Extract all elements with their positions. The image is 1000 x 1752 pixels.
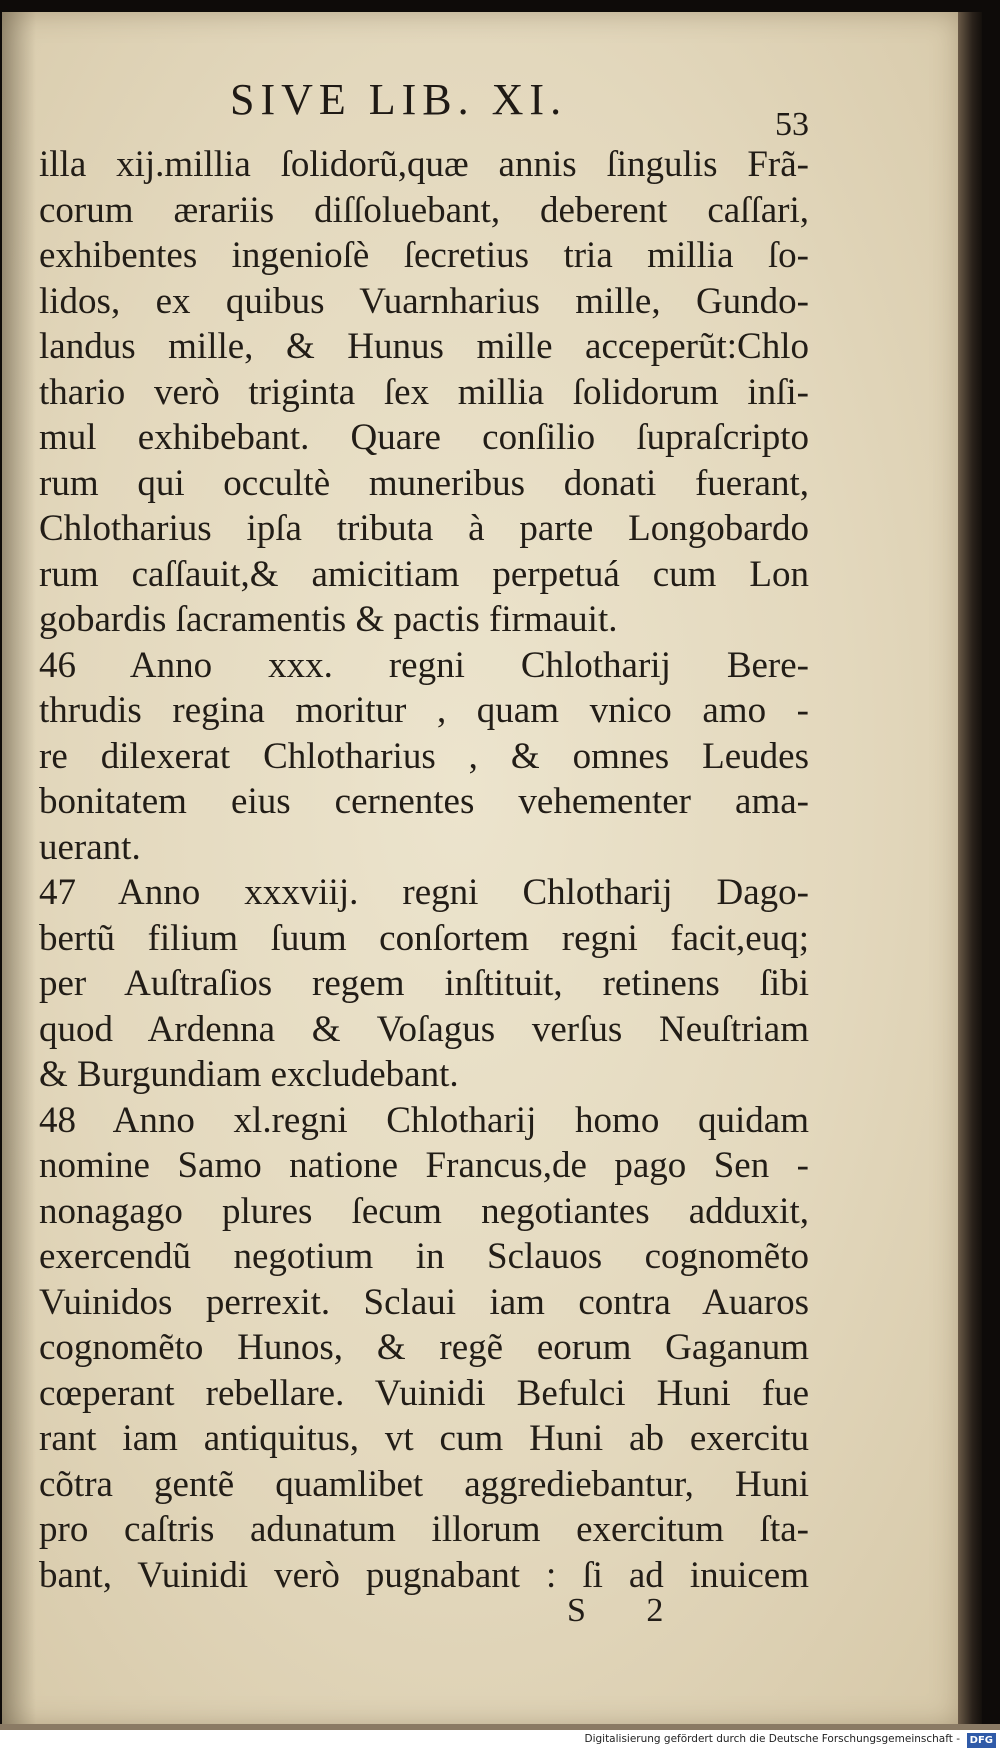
text-line: rum caſſauit,& amicitiam perpetuá cum Lon <box>39 553 809 595</box>
body-text <box>39 142 809 1598</box>
signature-mark: S 2 <box>567 1592 690 1629</box>
funding-credit: Digitalisierung gefördert durch die Deutsche Forschungsgemeinschaft - <box>584 1733 960 1745</box>
text-line: bant, Vuinidi verò pugnabant : ſi ad inuicem <box>39 1554 809 1596</box>
text-line: Vuinidos perrexit. Sclaui iam contra Auaros <box>39 1281 809 1323</box>
text-line: 48 Anno xl.regni Chlotharij homo quidam <box>39 1099 809 1141</box>
text-line: thrudis regina moritur , quam vnico amo - <box>39 690 809 731</box>
text-line: nomine Samo natione Francus,de pago Sen - <box>39 1145 809 1186</box>
book-page <box>2 12 960 1727</box>
text-line: bertũ filium ſuum conſortem regni facit,euq; <box>39 917 809 959</box>
text-line: illa xij.millia ſolidorũ,quæ annis ſingulis Frã- <box>39 144 809 185</box>
text-line: re dilexerat Chlotharius , & omnes Leudes <box>39 735 809 777</box>
text-line: 46 Anno xxx. regni Chlotharij Bere- <box>39 644 809 686</box>
text-line: landus mille, & Hunus mille acceperũt:Chlo <box>39 326 809 367</box>
text-line: cœperant rebellare. Vuinidi Befulci Huni fue <box>39 1372 809 1414</box>
text-line: exhibentes ingenioſè ſecretius tria millia ſo- <box>39 235 809 276</box>
running-title: SIVE LIB. XI. <box>230 75 568 124</box>
text-line: quod Ardenna & Voſagus verſus Neuſtriam <box>39 1008 809 1050</box>
text-line: uerant. <box>39 826 141 868</box>
text-line: mul exhibebant. Quare conſilio ſupraſcripto <box>39 417 809 458</box>
text-line: pro caſtris adunatum illorum exercitum ſta- <box>39 1509 809 1550</box>
text-line: nonagago plures ſecum negotiantes adduxit, <box>39 1190 809 1232</box>
text-line: cõtra gentẽ quamlibet aggrediebantur, Huni <box>39 1463 809 1505</box>
text-line: 47 Anno xxxviij. regni Chlotharij Dago- <box>39 872 809 913</box>
text-line: Chlotharius ipſa tributa à parte Longobardo <box>39 508 809 549</box>
page-edge <box>958 12 982 1727</box>
text-line: corum ærariis diſſoluebant, deberent caſſari, <box>39 189 809 231</box>
text-line: bonitatem eius cernentes vehementer ama- <box>39 781 809 822</box>
text-line: exercendũ negotium in Sclauos cognomẽto <box>39 1236 809 1277</box>
text-line: gobardis ſacramentis & pactis firmauit. <box>39 599 618 640</box>
text-line: thario verò triginta ſex millia ſolidorum inſi- <box>39 371 809 413</box>
dfg-logo: DFG <box>967 1733 996 1748</box>
text-line: rum qui occultè muneribus donati fuerant, <box>39 462 809 504</box>
text-line: rant iam antiquitus, vt cum Huni ab exercitu <box>39 1418 809 1459</box>
text-line: lidos, ex quibus Vuarnharius mille, Gundo- <box>39 280 809 322</box>
text-line: per Auſtraſios regem inſtituit, retinens ſibi <box>39 963 809 1004</box>
text-line: & Burgundiam excludebant. <box>39 1054 459 1095</box>
page-number: 53 <box>775 106 809 143</box>
text-line: cognomẽto Hunos, & regẽ eorum Gaganum <box>39 1327 809 1368</box>
